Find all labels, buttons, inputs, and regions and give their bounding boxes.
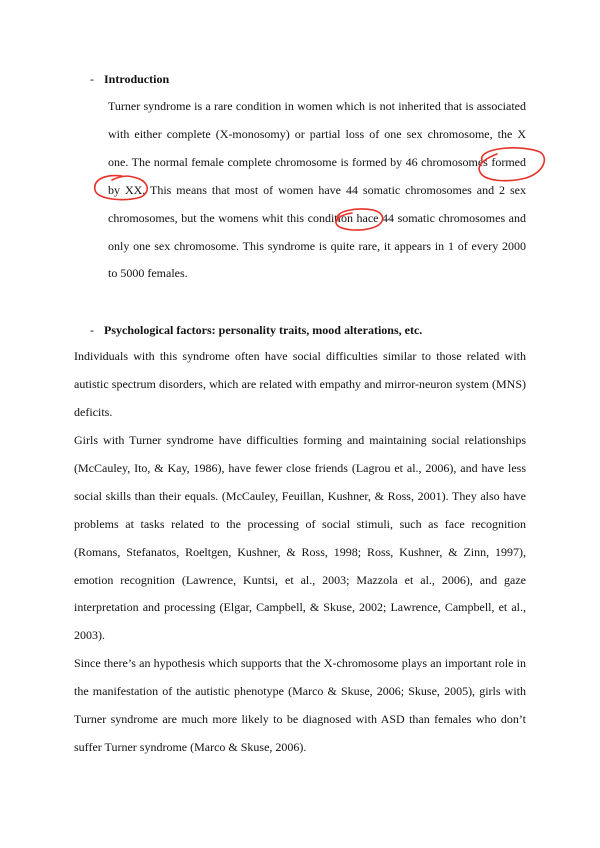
text-line: social skills than their equals. (McCauley, Feuillan, Kushner, & Ross, 2001). They also have: [74, 488, 526, 503]
text-line: Turner syndrome is a rare condition in women which is not inherited that is associated: [108, 99, 526, 113]
text-line: Girls with Turner syndrome have difficulties forming and maintaining social relationships: [74, 433, 526, 447]
psych-heading: Psychological factors: personality traits, mood alterations, etc.: [104, 323, 423, 337]
psych-paragraph-1: [74, 343, 526, 427]
text-line: deficits.: [74, 404, 113, 419]
intro-heading-row: [90, 72, 169, 87]
text-line: one. The normal female complete chromosome is formed by 46 chromosomes formed: [108, 154, 526, 169]
text-line: 2003).: [74, 628, 105, 643]
bullet-dash: -: [90, 323, 94, 337]
text-line: chromosomes, but the womens whit this condition hace 44 somatic chromosomes and: [108, 210, 526, 225]
text-line: (Romans, Stefanatos, Roeltgen, Kushner, & Ross, 1998; Ross, Kushner, & Zinn, 1997),: [74, 544, 526, 559]
bullet-dash: -: [90, 72, 94, 86]
psych-paragraph-3: [74, 650, 526, 762]
text-line: Since there’s an hypothesis which supports that the X-chromosome plays an important role in: [74, 656, 526, 670]
text-line: the manifestation of the autistic phenotype (Marco & Skuse, 2006; Skuse, 2005), girls with: [74, 683, 526, 698]
text-line: only one sex chromosome. This syndrome is quite rare, it appears in 1 of every 2000: [108, 238, 526, 253]
text-line: to 5000 females.: [108, 266, 188, 281]
text-line: interpretation and processing (Elgar, Campbell, & Skuse, 2002; Lawrence, Campbell, et al.,: [74, 600, 526, 615]
text-line: emotion recognition (Lawrence, Kuntsi, et al., 2003; Mazzola et al., 2006), and gaze: [74, 572, 526, 587]
text-line: autistic spectrum disorders, which are related with empathy and mirror-neuron system (MNS): [74, 376, 526, 391]
psych-heading-row: [90, 323, 422, 338]
text-line: by XX. This means that most of women have 44 somatic chromosomes and 2 sex: [108, 182, 526, 197]
intro-paragraph: [108, 93, 526, 288]
text-line: Turner syndrome are much more likely to be diagnosed with ASD than females who don’t: [74, 711, 526, 726]
text-line: suffer Turner syndrome (Marco & Skuse, 2006).: [74, 739, 307, 754]
text-line: with either complete (X-monosomy) or partial loss of one sex chromosome, the X: [108, 126, 526, 141]
text-line: (McCauley, Ito, & Kay, 1986), have fewer close friends (Lagrou et al., 2006), and have less: [74, 460, 526, 475]
intro-heading: Introduction: [104, 72, 170, 86]
text-line: Individuals with this syndrome often have social difficulties similar to those related with: [74, 349, 526, 363]
psych-paragraph-2: [74, 427, 526, 650]
text-line: problems at tasks related to the processing of social stimuli, such as face recognition: [74, 516, 526, 531]
